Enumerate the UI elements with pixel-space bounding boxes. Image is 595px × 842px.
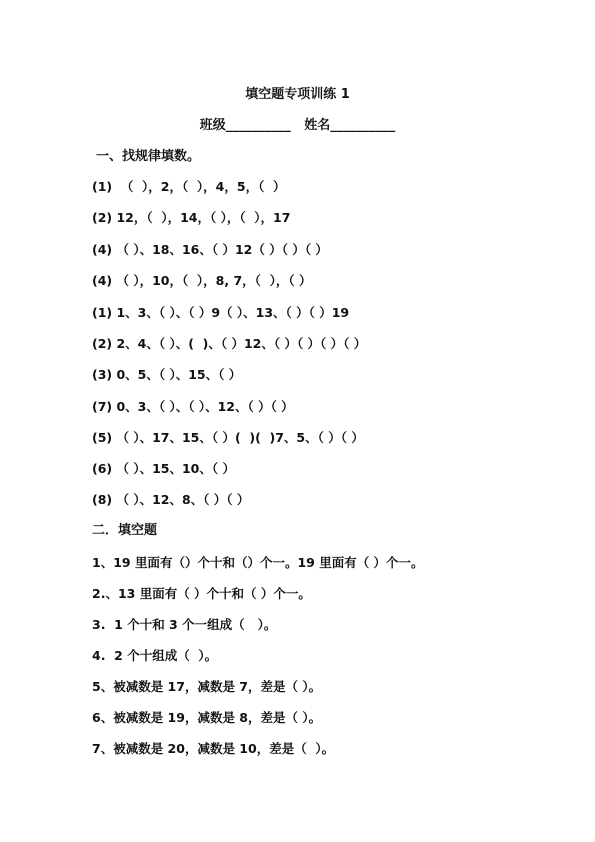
pattern-item: (3) 0、5、（ ）、15、（ ） [92, 367, 242, 382]
page-title: 填空题专项训练 1 [245, 87, 350, 102]
fill-blank-item: 2.、13 里面有（ ）个十和（ ）个一。 [92, 586, 311, 601]
fill-blank-item: 5、被减数是 17，减数是 7，差是（ ）。 [92, 679, 322, 694]
fill-blank-item: 3. 1 个十和 3 个一组成（ ）。 [92, 617, 277, 632]
pattern-item: (1) （ ），2，（ ），4，5，（ ） [92, 179, 286, 194]
fill-blank-item: 1、19 里面有（）个十和（）个一。19 里面有（ ）个一。 [92, 555, 424, 570]
pattern-item: (8) （ ）、12、8、（ ）（ ） [92, 492, 250, 507]
pattern-item: (4) （ ），10，（ ），8, 7，（ ），（ ） [92, 273, 312, 288]
fill-blank-item: 4. 2 个十组成（ ）。 [92, 648, 218, 663]
pattern-item: (7) 0、3、（ ）、（ ）、12、（ ）（ ） [92, 399, 294, 414]
section-heading-patterns: 一、找规律填数。 [96, 149, 201, 164]
pattern-item: (1) 1、3、（ ）、（ ）9（ ）、13、（ ）（ ）19 [92, 305, 350, 320]
section-heading-fill-blanks: 二．填空题 [92, 523, 158, 538]
pattern-item: (2) 12，（ ），14，（ ），（ ），17 [92, 210, 291, 225]
fill-blank-item: 6、被减数是 19，减数是 8，差是（ ）。 [92, 710, 322, 725]
fill-blank-item: 7、被减数是 20，减数是 10，差是（ ）。 [92, 741, 335, 756]
pattern-item: (4) （ ）、18、16、（ ）12（ ）（ ）（ ） [92, 242, 328, 257]
pattern-item: (2) 2、4、（ ）、( )、（ ）12、（ ）（ ）（ ）（ ） [92, 336, 367, 351]
pattern-item: (5) （ ）、17、15、（ ）( )( )7、5、（ ）（ ） [92, 430, 364, 445]
student-info-line: 班级__________ 姓名__________ [199, 118, 396, 133]
pattern-item: (6) （ ）、15、10、（ ） [92, 461, 235, 476]
